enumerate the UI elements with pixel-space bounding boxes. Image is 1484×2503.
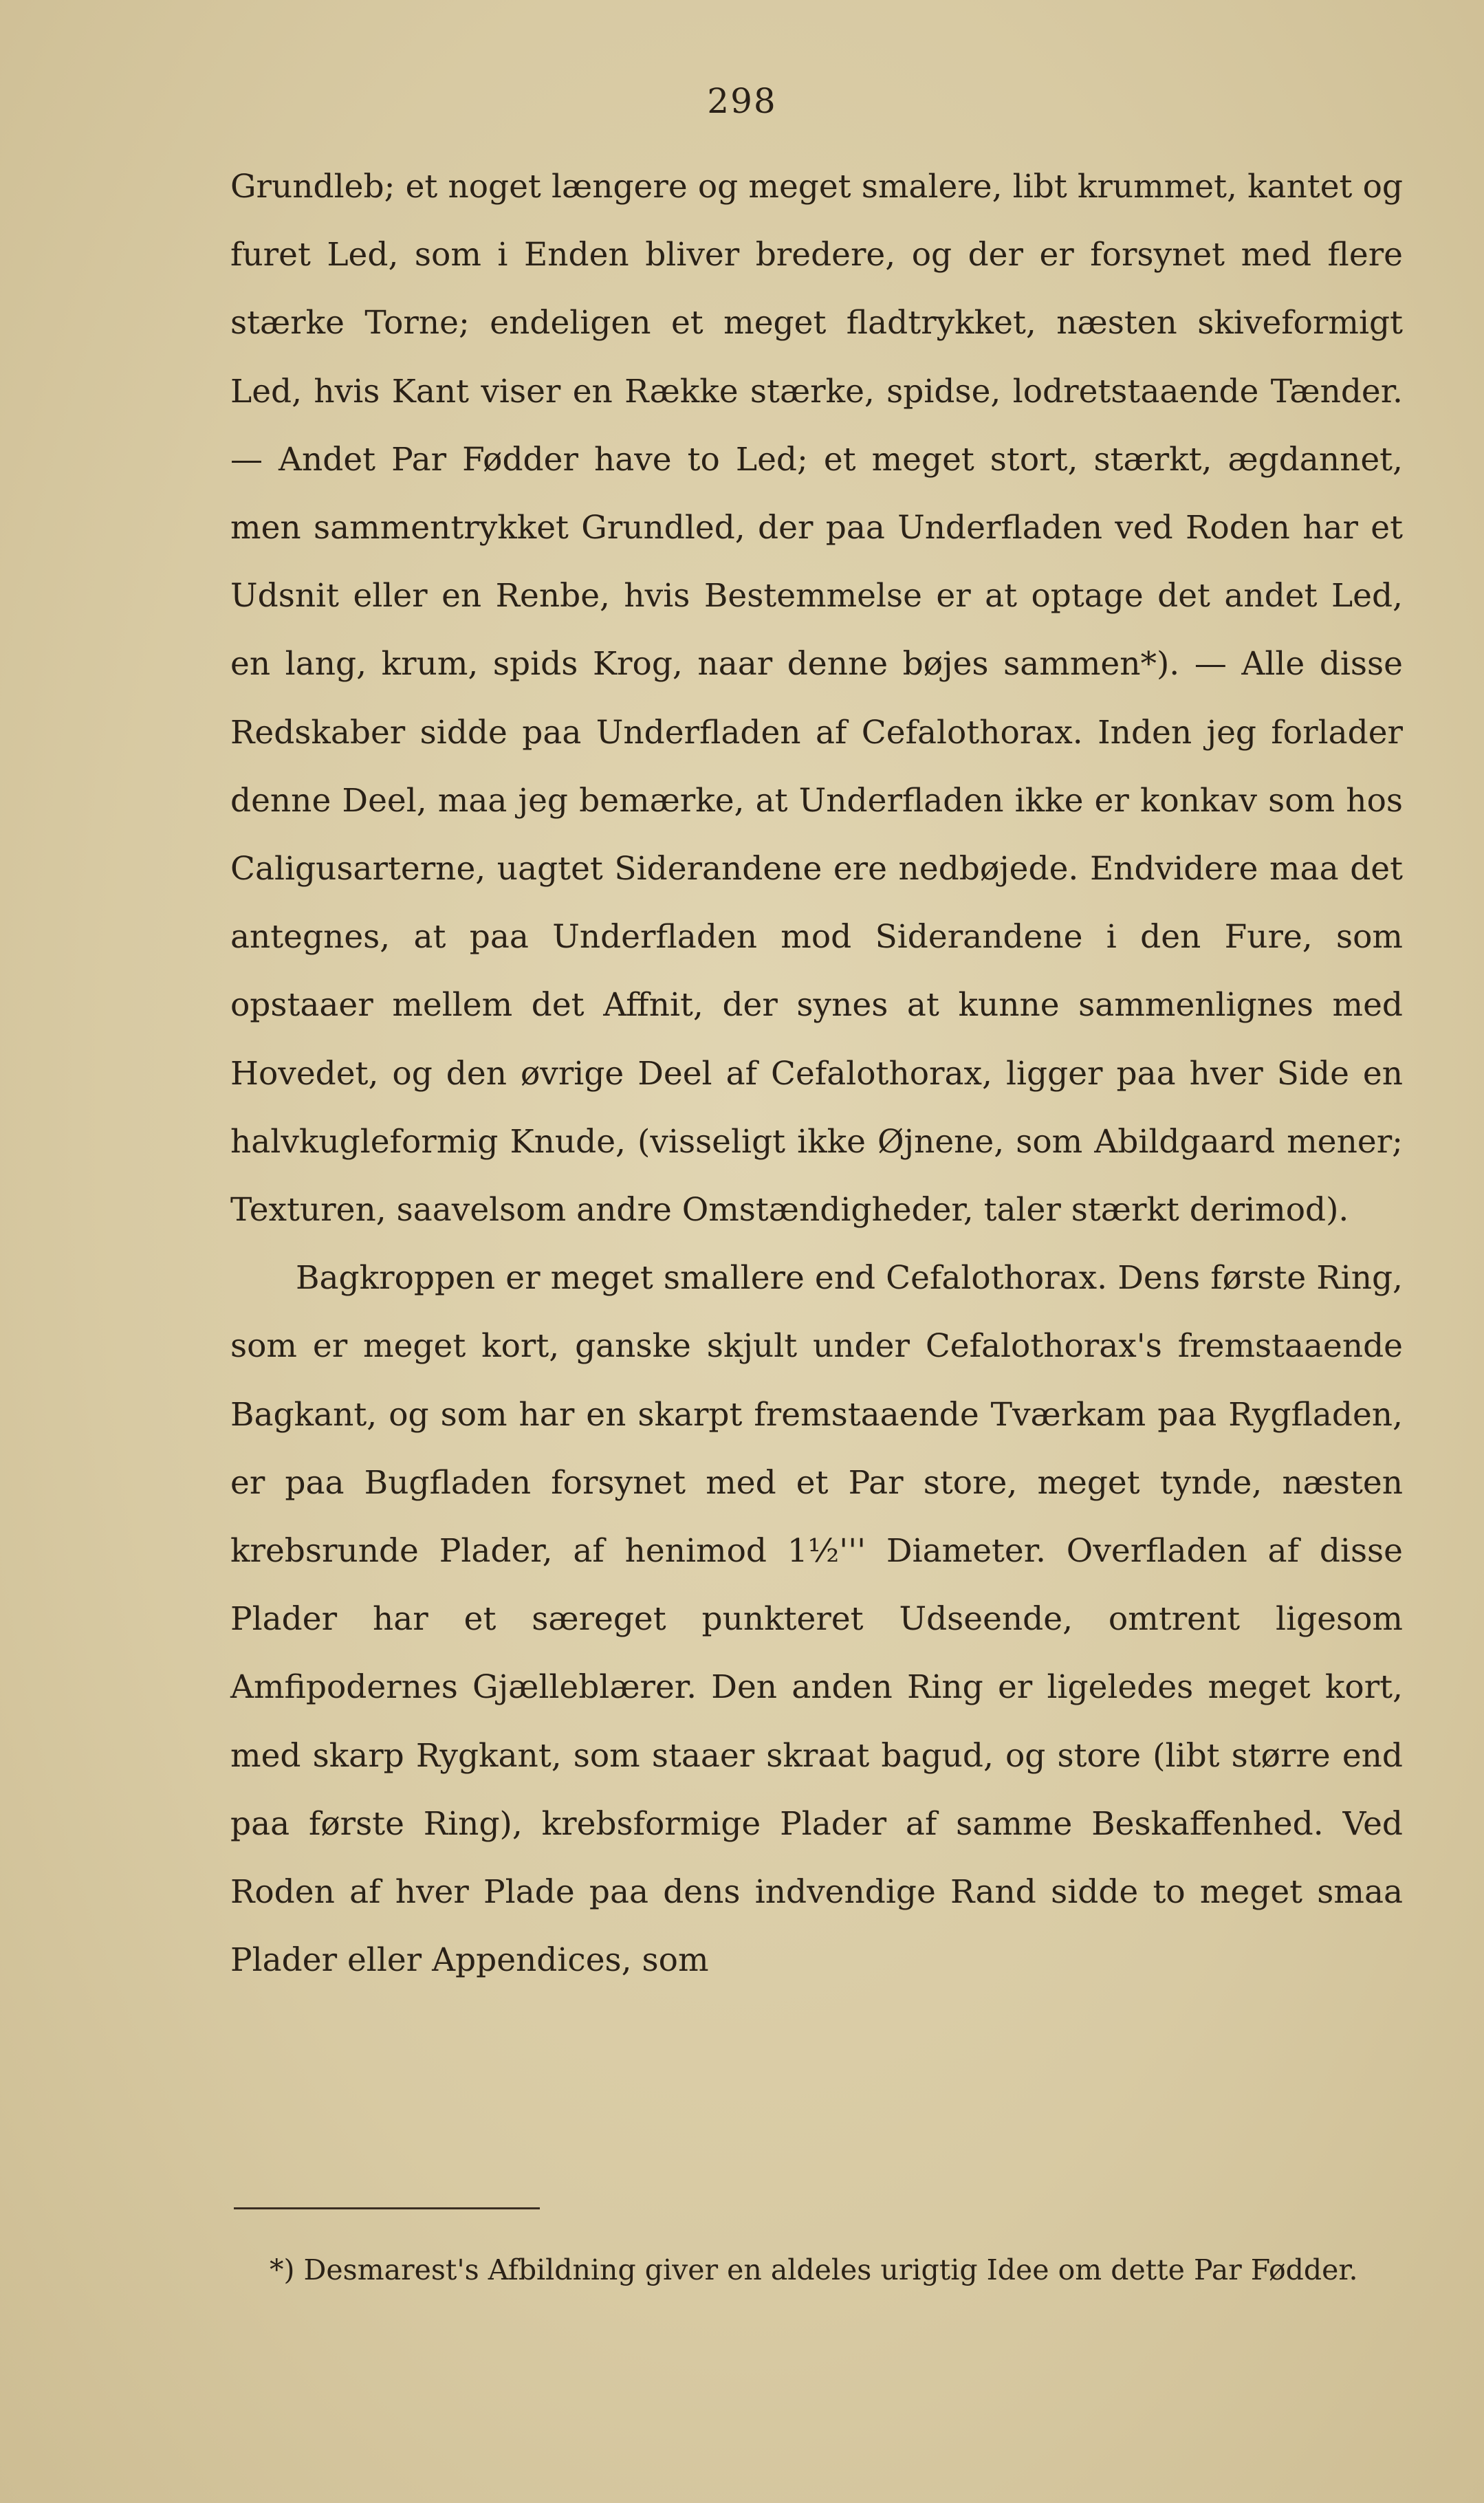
paragraph-1: Grundleb; et noget længere og meget smalere, libt krummet, kantet og furet Led, som i Enden bliver bredere, og der er forsynet med flere stærke Torne; endeligen et meget fladtrykket, næsten skiveformigt Led, hvis Kant viser en Række stærke, spidse, lodretstaaende Tænder. — Andet Par Fødder have to Led; et meget stort, stærkt, ægdannet, men sammentrykket Grundled, der paa Underfladen ved Roden har et Udsnit eller en Renbe, hvis Bestemmelse er at optage det andet Led, en lang, krum, spids Krog, naar denne bøjes sammen*). — Alle disse Redskaber sidde paa Underfladen af Cefalothorax. Inden jeg forlader denne Deel, maa jeg bemærke, at Underfladen ikke er konkav som hos Caligusarterne, uagtet Siderandene ere nedbøjede. Endvidere maa det antegnes, at paa Underfladen mod Siderandene i den Fure, som opstaaer mellem det Affnit, der synes at kunne sammenlignes med Hovedet, og den øvrige Deel af Cefalothorax, ligger paa hver Side en halvkugleformig Knude, (visseligt ikke Øjnene, som Abildgaard mener; Texturen, saavelsom andre Omstændigheder, taler stærkt derimod). — [230, 168, 1403, 1229]
footnote-divider — [234, 2207, 540, 2209]
body-text — [230, 153, 1403, 1994]
page-number: 298 — [707, 81, 777, 121]
footnote-text: *) Desmarest's Afbildning giver en aldeles urigtig Idee om dette Par Fødder. — [270, 2253, 1358, 2286]
footnote — [270, 2243, 1403, 2297]
paragraph-2: Bagkroppen er meget smallere end Cefalothorax. Dens første Ring, som er meget kort, ganske skjult under Cefalothorax's fremstaaende Bagkant, og som har en skarpt fremstaaende Tværkam paa Rygfladen, er paa Bugfladen forsynet med et Par store, meget tynde, næsten krebsrunde Plader, af henimod 1½''' Diameter. Overfladen af disse Plader har et særeget punkteret Udseende, omtrent ligesom Amfipodernes Gjælleblærer. Den anden Ring er ligeledes meget kort, med skarp Rygkant, som staaer skraat bagud, og store (libt større end paa første Ring), krebsformige Plader af samme Beskaffenhed. Ved Roden af hver Plade paa dens indvendige Rand sidde to meget smaa Plader eller Appendices, som — [230, 1259, 1403, 1980]
